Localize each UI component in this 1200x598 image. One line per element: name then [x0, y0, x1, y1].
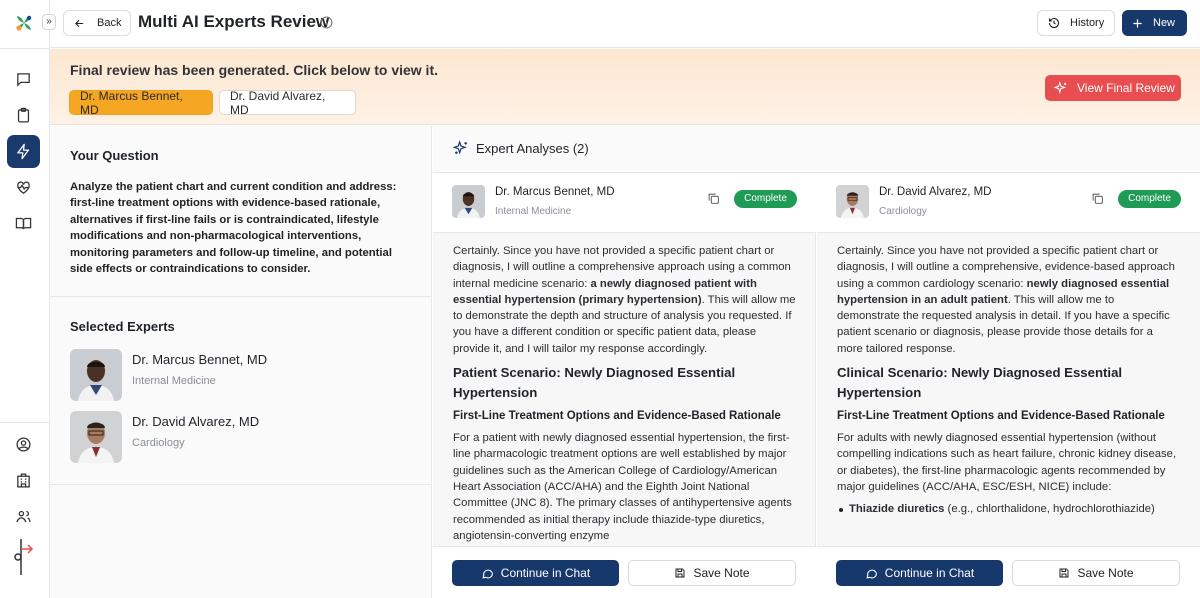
back-label: Back	[97, 17, 122, 29]
expert-name: Dr. Marcus Bennet, MD	[132, 352, 268, 367]
copy-icon[interactable]	[707, 192, 720, 210]
analysis-header	[433, 173, 816, 233]
selected-expert-card[interactable]	[70, 349, 410, 401]
expert-chip-bennet[interactable]: Dr. Marcus Bennet, MD	[69, 90, 213, 115]
save-icon	[1058, 567, 1070, 579]
analysis-intro: Certainly. Since you have not provided a specific patient chart or diagnosis, I will outline a comprehensive, evidence-based approach using a common cardiology scenario: newly diagnosed essential hypertension in an adult patient. This will allow me to demonstrate the requested analysis in detail. If you have a specific patient scenario or diagnosis, please provide those details for a more tailored response.	[837, 245, 1175, 355]
expert-specialty: Internal Medicine	[132, 375, 216, 387]
building-icon[interactable]	[7, 464, 40, 497]
continue-label: Continue in Chat	[500, 566, 591, 580]
view-final-review-button[interactable]	[1045, 75, 1181, 101]
history-button[interactable]	[1037, 10, 1115, 36]
analysis-paragraph: For a patient with newly diagnosed essential hypertension, the first-line pharmacologic treatment options are well established by major guidelines such as the American College of Cardiology/American Heart Association (ACC/AHA) and the Eighth Joint National Committee (JNC 8). The primary classes of antihypertensive agents recommended as initial therapy include thiazide-type diuretics, angiotensin-converting enzyme	[453, 432, 792, 542]
selected-experts-heading: Selected Experts	[70, 319, 175, 334]
new-label: New	[1153, 17, 1176, 29]
history-icon	[1048, 17, 1060, 29]
list-item: Thiazide diuretics (e.g., chlorthalidone, hydrochlorothiazide)	[837, 501, 1180, 517]
analysis-column-bennet	[433, 173, 816, 598]
question-panel	[50, 126, 432, 598]
expand-sidebar-icon[interactable]: »	[42, 14, 56, 30]
continue-label: Continue in Chat	[884, 566, 975, 580]
analysis-expert-name: Dr. David Alvarez, MD	[879, 186, 992, 198]
analysis-body[interactable]	[817, 233, 1200, 546]
analysis-expert-specialty: Internal Medicine	[495, 206, 572, 217]
save-icon	[674, 567, 686, 579]
analysis-expert-specialty: Cardiology	[879, 206, 927, 217]
avatar	[836, 185, 869, 218]
save-label: Save Note	[1077, 566, 1134, 580]
avatar	[70, 411, 122, 463]
expert-chip-alvarez[interactable]: Dr. David Alvarez, MD	[219, 90, 356, 115]
question-text: Analyze the patient chart and current condition and address: first-line treatment options with evidence-based rationale, alternatives if first-line fails or is contraindicated, lifestyle modifications and non-pharmacological interventions, monitoring parameters and follow-up timeline, and potential side effects or contraindications to consider.	[70, 181, 397, 276]
analysis-intro: Certainly. Since you have not provided a specific patient chart or diagnosis, I will outline a comprehensive approach using a common internal medicine scenario: a newly diagnosed patient with essential hypertension (primary hypertension). This will allow me to demonstrate the depth and structure of analysis you requested. If you have a different condition or specific patient data, please provide it, and I will tailor my response accordingly.	[453, 245, 796, 355]
view-final-review-label: View Final Review	[1077, 81, 1175, 95]
book-icon[interactable]	[7, 207, 40, 240]
selected-expert-card[interactable]	[70, 411, 410, 463]
analysis-header	[817, 173, 1200, 233]
continue-in-chat-button[interactable]	[836, 560, 1003, 586]
save-note-button[interactable]	[1012, 560, 1180, 586]
top-bar	[50, 0, 1200, 48]
history-label: History	[1070, 17, 1105, 29]
avatar	[452, 185, 485, 218]
analysis-footer	[433, 546, 816, 598]
expert-name: Dr. David Alvarez, MD	[132, 414, 260, 429]
clipboard-icon[interactable]	[7, 99, 40, 132]
analysis-footer	[817, 546, 1200, 598]
info-icon[interactable]	[320, 16, 333, 34]
analysis-expert-name: Dr. Marcus Bennet, MD	[495, 186, 615, 198]
banner-message: Final review has been generated. Click below to view it.	[70, 62, 438, 78]
page-title: Multi AI Experts Review	[138, 12, 330, 31]
analysis-subheading: First-Line Treatment Options and Evidence-Based Rationale	[453, 410, 781, 423]
app-logo-icon[interactable]	[14, 13, 34, 33]
continue-in-chat-button[interactable]	[452, 560, 619, 586]
status-badge: Complete	[734, 190, 797, 208]
expert-specialty: Cardiology	[132, 437, 185, 449]
chat-bubble-icon	[865, 567, 878, 580]
sparkles-icon	[1054, 81, 1068, 95]
analysis-scenario-heading: Patient Scenario: Newly Diagnosed Essential Hypertension	[453, 365, 736, 400]
heart-pulse-icon[interactable]	[7, 171, 40, 204]
plus-icon	[1132, 18, 1143, 29]
analysis-scenario-heading: Clinical Scenario: Newly Diagnosed Essential Hypertension	[837, 365, 1123, 400]
logout-icon[interactable]	[7, 540, 40, 573]
lightning-icon[interactable]	[7, 135, 40, 168]
user-circle-icon[interactable]	[7, 428, 40, 461]
save-label: Save Note	[693, 566, 750, 580]
analysis-paragraph: For adults with newly diagnosed essential hypertension (without compelling indications such as heart failure, chronic kidney disease, or diabetes), the first-line pharmacologic agents recommended by major guidelines (ACC/AHA, ESC/ESH, NICE) include:	[837, 432, 1177, 493]
new-button[interactable]	[1122, 10, 1187, 36]
analysis-body[interactable]	[433, 233, 816, 546]
copy-icon[interactable]	[1091, 192, 1104, 210]
avatar	[70, 349, 122, 401]
expert-analyses-header	[433, 126, 1200, 173]
users-icon[interactable]	[7, 500, 40, 533]
chat-icon[interactable]	[7, 63, 40, 96]
analysis-subheading: First-Line Treatment Options and Evidence-Based Rationale	[837, 410, 1165, 423]
arrow-left-icon	[74, 18, 85, 29]
expert-analyses-panel	[433, 126, 1200, 598]
final-review-banner	[50, 49, 1200, 125]
analysis-column-alvarez	[817, 173, 1200, 598]
expert-analyses-heading: Expert Analyses (2)	[476, 141, 589, 156]
question-heading: Your Question	[70, 148, 159, 163]
sparkles-icon	[453, 140, 469, 161]
chat-bubble-icon	[481, 567, 494, 580]
save-note-button[interactable]	[628, 560, 796, 586]
back-button[interactable]	[63, 10, 131, 36]
side-rail	[0, 0, 50, 598]
status-badge: Complete	[1118, 190, 1181, 208]
